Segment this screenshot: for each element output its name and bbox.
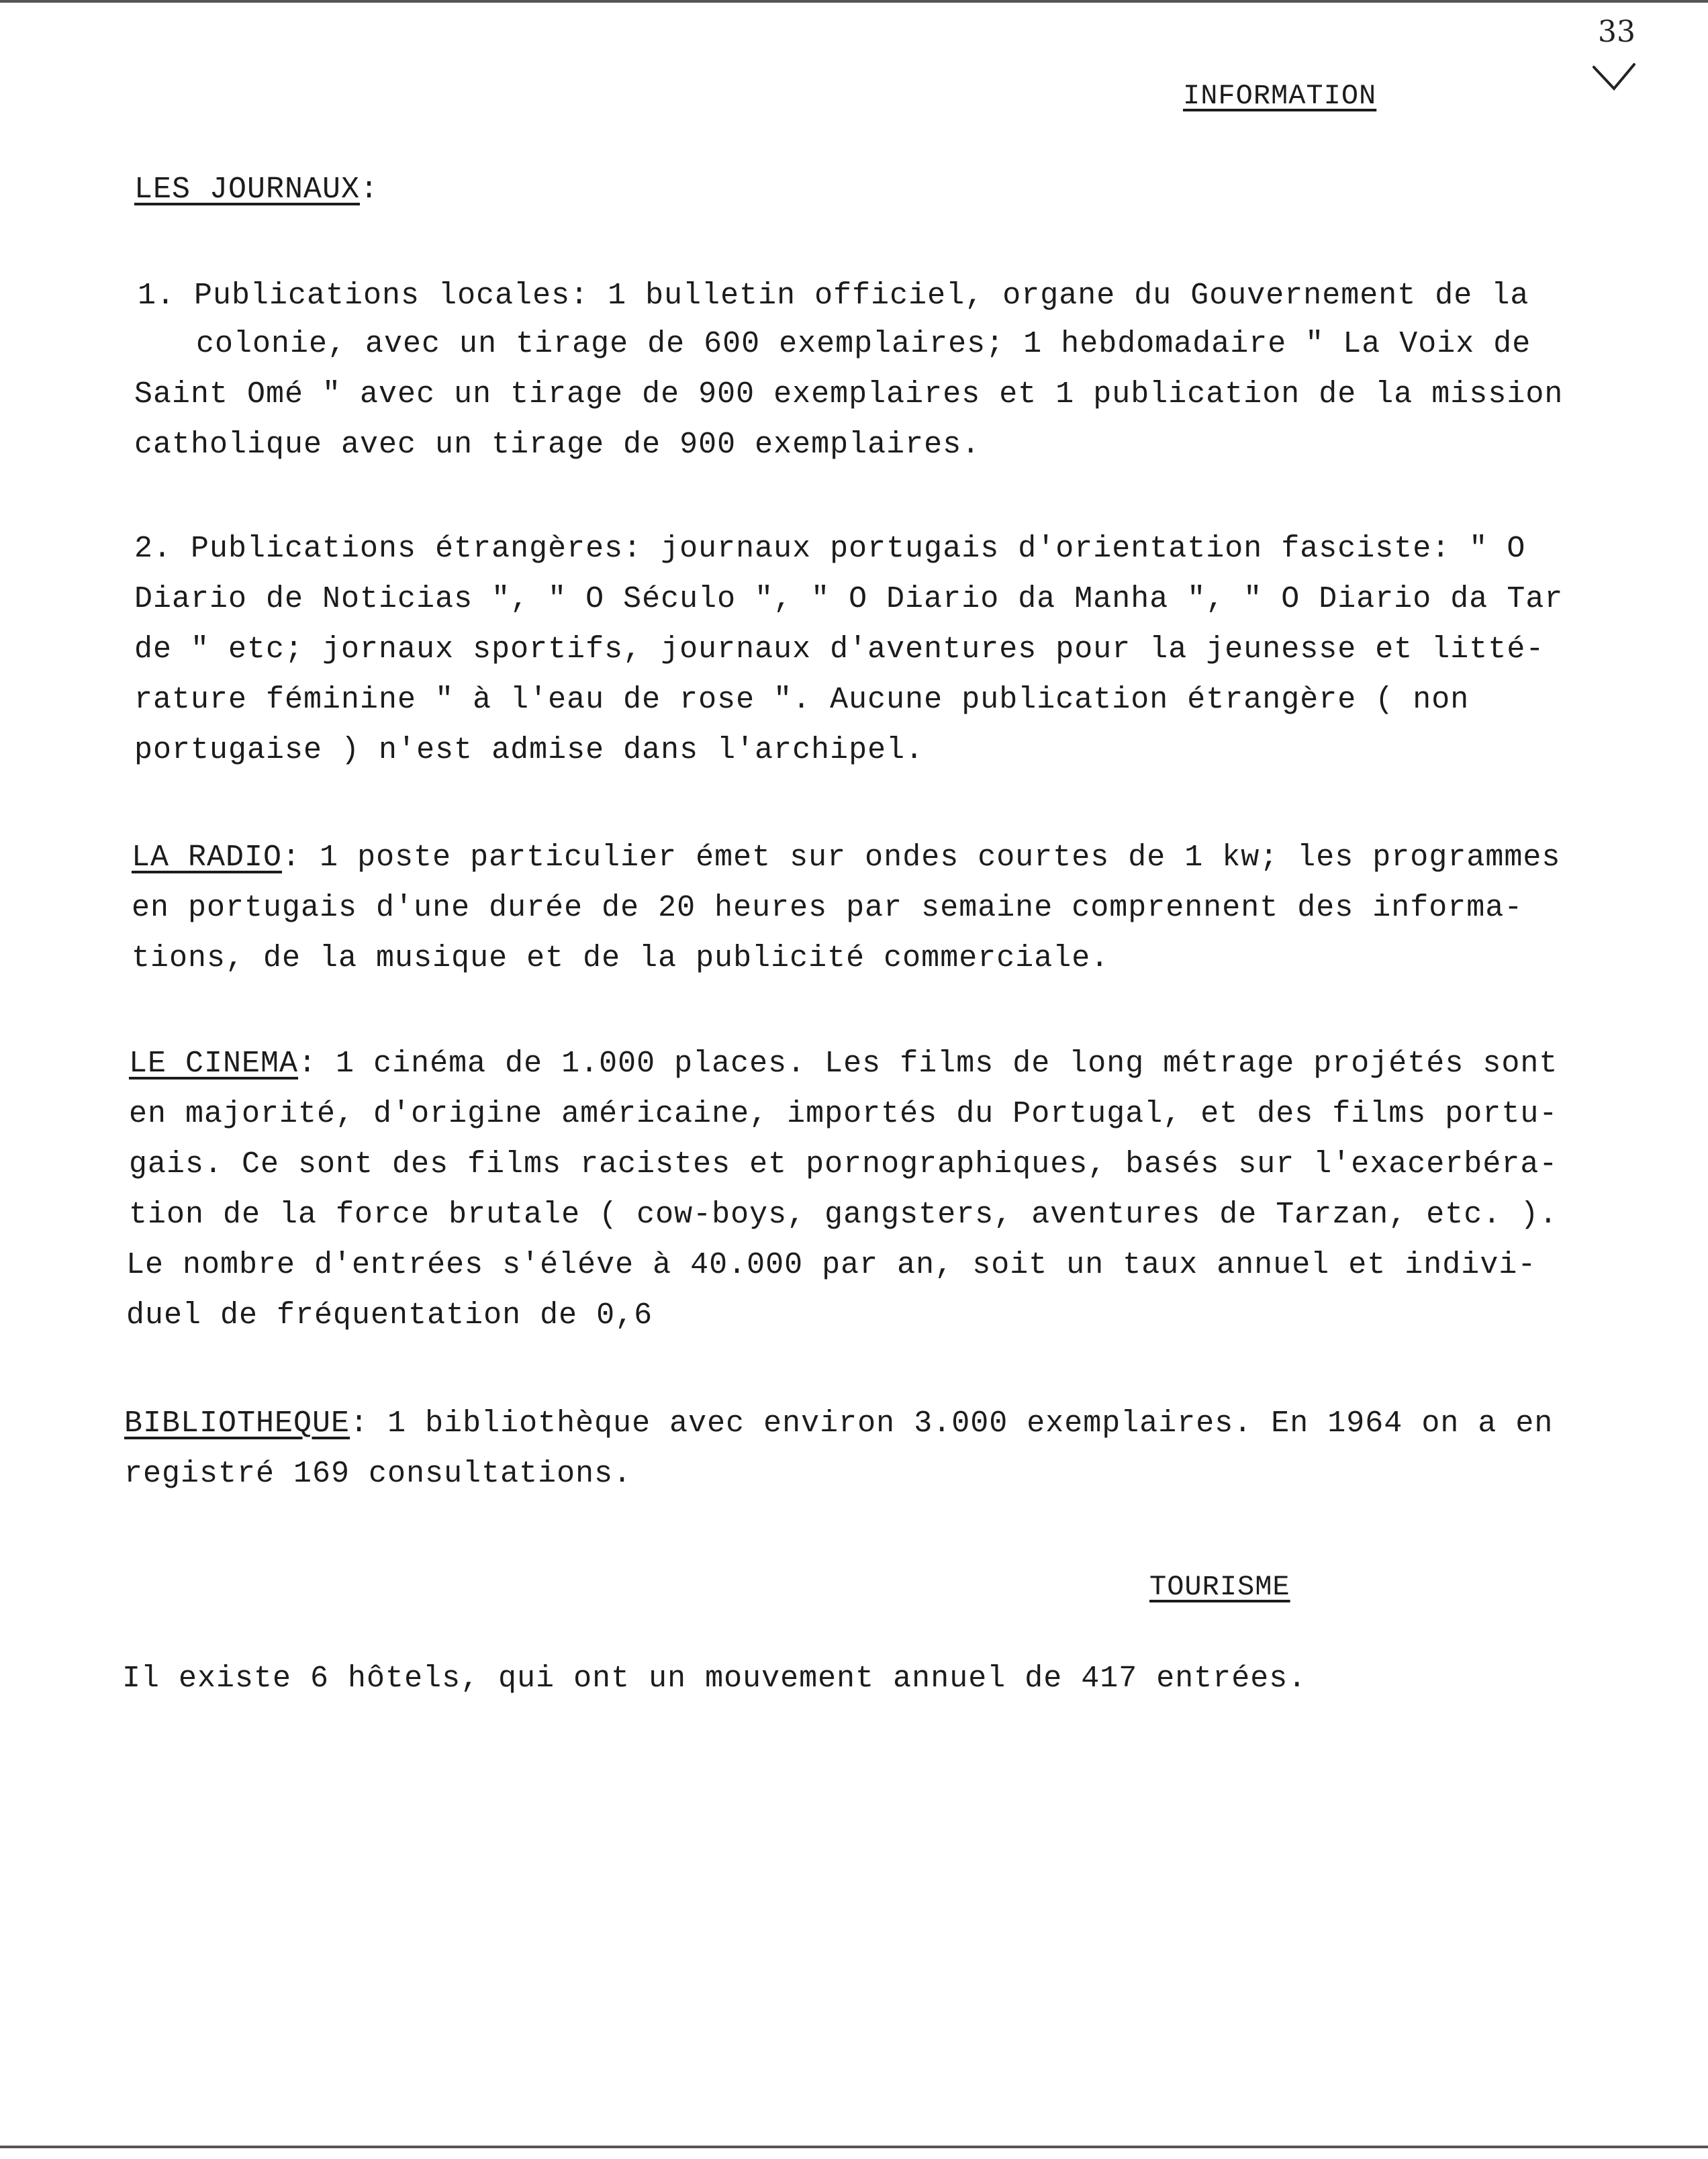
page-number: 33 — [1598, 15, 1635, 49]
bibliotheque-line-2: registré 169 consultations. — [124, 1457, 632, 1491]
journaux-p2-line-5: portugaise ) n'est admise dans l'archipel. — [134, 733, 924, 767]
page-edge-bottom — [0, 2146, 1708, 2148]
journaux-p2-line-3: de " etc; jornaux sportifs, journaux d'aventures pour la jeunesse et litté- — [134, 632, 1545, 667]
section-title-information: INFORMATION — [1183, 80, 1377, 112]
cinema-line-1 — [129, 1049, 1558, 1079]
radio-line-2: en portugais d'une durée de 20 heures par semaine comprennent des informa- — [132, 891, 1523, 925]
check-mark-icon — [1591, 62, 1638, 95]
cinema-line-5: Le nombre d'entrées s'éléve à 40.000 par an, soit un taux annuel et indivi- — [126, 1248, 1537, 1282]
heading-bibliotheque: BIBLIOTHEQUE — [124, 1406, 350, 1441]
heading-radio: LA RADIO — [132, 841, 283, 875]
heading-journaux: LES JOURNAUX — [134, 173, 361, 207]
journaux-p2-line-1: 2. Publications étrangères: journaux portugais d'orientation fasciste: " O — [134, 532, 1526, 566]
page-edge-top — [0, 0, 1708, 3]
cinema-line-4: tion de la force brutale ( cow-boys, gangsters, aventures de Tarzan, etc. ). — [129, 1198, 1558, 1232]
heading-tourisme: TOURISME — [1149, 1571, 1290, 1603]
journaux-p1-line-3: Saint Omé " avec un tirage de 900 exemplaires et 1 publication de la mission — [134, 377, 1564, 412]
radio-line-1 — [132, 843, 1560, 873]
tourisme-text: Il existe 6 hôtels, qui ont un mouvement annuel de 417 entrées. — [122, 1662, 1307, 1696]
journaux-p2-line-2: Diario de Noticias ", " O Século ", " O Diario da Manha ", " O Diario da Tar — [134, 582, 1564, 616]
journaux-p1-line-1: 1. Publications locales: 1 bulletin officiel, organe du Gouvernement de la — [138, 279, 1529, 313]
radio-line-1-text: : 1 poste particulier émet sur ondes courtes de 1 kw; les programmes — [282, 841, 1561, 875]
heading-journaux-row — [134, 175, 379, 205]
heading-journaux-colon: : — [360, 173, 379, 207]
heading-cinema: LE CINEMA — [129, 1047, 299, 1081]
journaux-p1-line-2: colonie, avec un tirage de 600 exemplaires; 1 hebdomadaire " La Voix de — [196, 327, 1531, 361]
journaux-p2-line-4: rature féminine " à l'eau de rose ". Aucune publication étrangère ( non — [134, 683, 1470, 717]
cinema-line-2: en majorité, d'origine américaine, importés du Portugal, et des films portu- — [129, 1097, 1558, 1131]
cinema-line-3: gais. Ce sont des films racistes et pornographiques, basés sur l'exacerbéra- — [129, 1147, 1558, 1182]
journaux-p1-line-4: catholique avec un tirage de 900 exemplaires. — [134, 428, 981, 462]
bibliotheque-line-1-text: : 1 bibliothèque avec environ 3.000 exemplaires. En 1964 on a en — [350, 1406, 1554, 1441]
radio-line-3: tions, de la musique et de la publicité commerciale. — [132, 941, 1110, 975]
bibliotheque-line-1 — [124, 1408, 1553, 1439]
cinema-line-6: duel de fréquentation de 0,6 — [126, 1298, 653, 1333]
cinema-line-1-text: : 1 cinéma de 1.000 places. Les films de long métrage projétés sont — [298, 1047, 1558, 1081]
